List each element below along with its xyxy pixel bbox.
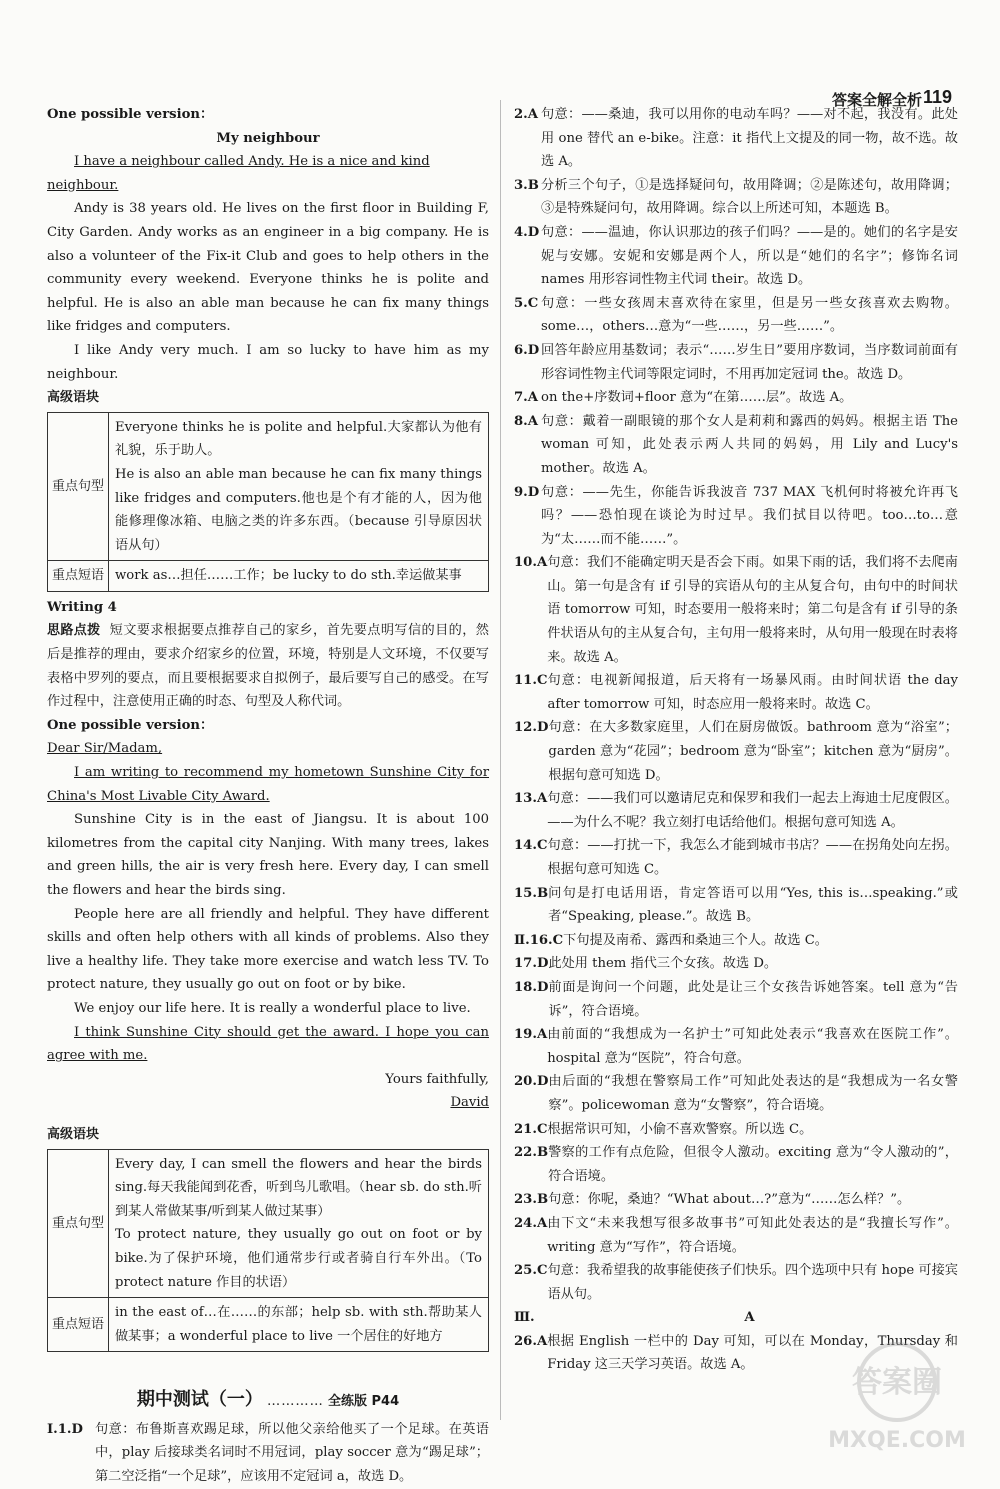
- watermark-logo: [812, 1337, 982, 1457]
- answer-number: 13.A: [514, 791, 548, 807]
- answer-text: 警察的工作有点危险，但很令人激动。exciting 意为“令人激动的”，符合语境。: [548, 1145, 958, 1184]
- essay-title: My neighbour: [216, 130, 320, 146]
- answer-number: 11.C: [514, 673, 548, 689]
- answer-text: 句意：——打扰一下，我怎么才能到城市书店？——在拐角处向左拐。根据句意可知选 C。: [547, 838, 958, 877]
- answer-item: [514, 669, 958, 716]
- answer-number: Ⅱ.16.C: [514, 932, 564, 948]
- answer-number: 17.D: [514, 956, 549, 972]
- letter-signature: David: [450, 1095, 489, 1111]
- answer-item: [514, 1212, 958, 1259]
- answer-text: 下句提及南希、露西和桑迪三个人。故选 C。: [563, 932, 828, 948]
- answer-item: [514, 929, 958, 953]
- left-column: [47, 103, 489, 1489]
- essay-paragraph: I like Andy very much. I am so lucky to have him as my neighbour.: [47, 342, 489, 382]
- answer-item: [514, 292, 958, 339]
- answer-number: 26.A: [514, 1333, 548, 1349]
- answer-number: 15.B: [514, 885, 549, 901]
- answer-item: [514, 1141, 958, 1188]
- answer-text: 句意：戴着一副眼镜的那个女人是莉莉和露西的妈妈。根据主语 The woman 可知，此处表示两人共同的妈妈，用 Lily and Lucy's mother。故选 A。: [541, 413, 958, 476]
- answer-text: 句意：你呢，桑迪？“What about…?”意为“……怎么样？”。: [548, 1192, 911, 1208]
- answer-number: 8.A: [514, 413, 538, 429]
- answer-item: [47, 1418, 489, 1489]
- watermark-text: 答案圈: [852, 1365, 942, 1400]
- answer-text: 句意：一些女孩周末喜欢待在家里，但是另一些女孩喜欢去购物。some…，others…意为“一些……，另一些……”。: [541, 295, 958, 335]
- answer-text: 句意：我们不能确定明天是否会下雨。如果下雨的话，我们将不去爬南山。第一句是含有 if 引导的宾语从句的主从复合句，由句中的时间状语 tomorrow 可知，时态要用一般将来时；第二句是含有 if 引导的条件状语从句的主从复合句，主句用一般将来时，从句用一般现在时表将来。故选 A。: [547, 555, 958, 665]
- tip-label: 思路点拨: [47, 623, 101, 639]
- header-title: 答案全解全析: [831, 91, 922, 109]
- answer-number: 7.A: [514, 390, 538, 406]
- answer-number: 24.A: [514, 1215, 548, 1231]
- answer-number: 22.B: [514, 1145, 549, 1161]
- answer-number: 5.C: [514, 295, 539, 311]
- version-label: One possible version：: [47, 107, 214, 122]
- answer-text: 句意：电视新闻报道，后天将有一场暴风雨。由时间状语 the day after tomorrow 可知，时态应用一般将来时。故选 C。: [547, 673, 958, 712]
- right-column: [514, 103, 958, 1377]
- phrase-table: [47, 412, 489, 592]
- answer-item: [514, 1023, 958, 1070]
- answer-number: 20.D: [514, 1074, 549, 1090]
- answer-number: 9.D: [514, 484, 540, 500]
- edition-ref: 全练版 P44: [328, 1394, 400, 1410]
- key-sentence: Every day, I can smell the flowers and hear the birds sing.每天我能闻到花香，听到鸟儿歌唱。（hear sb. do sth.听到某人常做某事/听到某人做过某事）: [115, 1156, 482, 1219]
- answer-item: [514, 551, 958, 669]
- table-label: 重点短语: [48, 1298, 109, 1352]
- column-divider: [500, 100, 501, 1420]
- answer-item: [514, 787, 958, 834]
- essay-paragraph: I have a neighbour called Andy. He is a nice and kind neighbour.: [47, 154, 430, 193]
- answer-text: 由前面的“我想成为一名护士”可知此处表示“我喜欢在医院工作”。hospital 意为“医院”，符合句意。: [547, 1027, 958, 1066]
- answer-item: [514, 976, 958, 1023]
- answer-number: 4.D: [514, 224, 540, 240]
- letter-paragraph: Sunshine City is in the east of Jiangsu. It is about 100 kilometres from the capital city Nanjing. With many trees, lakes and green hills, the air is very fresh here. Every day, I can smell the flowers and hear the birds sing.: [47, 812, 489, 898]
- answer-text: 句意：——我们可以邀请尼克和保罗和我们一起去上海迪士尼度假区。——为什么不呢？我立刻打电话给他们。根据句意可知选 A。: [547, 791, 958, 830]
- answer-text: 回答年龄应用基数词；表示“……岁生日”要用序数词，当序数词前面有形容词性物主代词等限定词时，不用再加定冠词 the。故选 D。: [541, 342, 958, 382]
- key-phrase: in the east of…在……的东部；help sb. with sth.帮助某人做某事；a wonderful place to live 一个居住的好地方: [115, 1305, 482, 1344]
- tip-text: 短文要求根据要点推荐自己的家乡，首先要点明写信的目的，然后是推荐的理由，要求介绍家乡的位置，环境，特别是人文环境，不仅要写表格中罗列的要点，而且要根据要求自拟例子，最后要写自己的感受。在写作过程中，注意使用正确的时态、句型及人称代词。: [47, 623, 489, 710]
- answer-text: 分析三个句子，①是选择疑问句，故用降调；②是陈述句，故用降调；③是特殊疑问句，故用降调。综合以上所述可知，本题选 B。: [541, 177, 958, 217]
- answer-item: [514, 1070, 958, 1117]
- answer-text: 句意：——先生，你能告诉我波音 737 MAX 飞机何时将被允许再飞吗？——恐怕现在谈论为时过早。我们拭目以待吧。too…to…意为“太……而不能……”。: [541, 484, 958, 547]
- answer-text: 根据 English 一栏中的 Day 可知，可以在 Monday，Thursday 和 Friday 这三天学习英语。故选 A。: [547, 1333, 958, 1373]
- answer-text: 句意：在大多数家庭里，人们在厨房做饭。bathroom 意为“浴室”；garden 意为“花园”；bedroom 意为“卧室”；kitchen 意为“厨房”。根据句意可知选 D。: [548, 720, 958, 783]
- answer-text: 句意：布鲁斯喜欢踢足球，所以他父亲给他买了一个足球。在英语中，play 后接球类名词时不用冠词，play soccer 意为“踢足球”；第二空泛指“一个足球”，应该用不定冠词 a，故选 D。: [95, 1421, 489, 1485]
- answer-number: Ⅲ.: [514, 1310, 535, 1326]
- answer-item: [514, 103, 958, 174]
- writing-title: Writing 4: [47, 599, 117, 615]
- table-label: 重点短语: [48, 561, 109, 592]
- page-number: 119: [922, 87, 952, 107]
- answer-item: [514, 834, 958, 881]
- midterm-heading: [47, 1388, 489, 1414]
- answer-text: 根据常识可知，小偷不喜欢警察。所以选 C。: [547, 1121, 813, 1137]
- answer-text: 句意：我希望我的故事能使孩子们快乐。四个选项中只有 hope 可接宾语从句。: [547, 1263, 958, 1302]
- letter-paragraph: I think Sunshine City should get the award. I hope you can agree with me.: [47, 1024, 489, 1064]
- answer-item: [514, 481, 958, 552]
- letter-paragraph: People here are all friendly and helpful. They have different skills and often help others with all kinds of problems. Also they live a healthy life. They take more exercise and watch less TV. To protect nature, they usually go out on foot or by bike.: [47, 906, 489, 993]
- answer-item: [514, 174, 958, 221]
- leader-dots: …………: [267, 1394, 324, 1410]
- answer-item: [514, 1188, 958, 1212]
- answer-text: 前面是询问一个问题，此处是让三个女孩告诉她答案。tell 意为“告诉”，符合语境。: [548, 979, 958, 1019]
- answer-number: 23.B: [514, 1192, 549, 1208]
- letter-closing: Yours faithfully,: [385, 1071, 489, 1087]
- answer-text: on the+序数词+floor 意为“在第……层”。故选 A。: [541, 390, 853, 406]
- answer-text: A: [744, 1310, 755, 1326]
- answer-text: 此处用 them 指代三个女孩。故选 D。: [548, 956, 778, 972]
- answer-item: [514, 221, 958, 292]
- answer-number: 2.A: [514, 107, 538, 122]
- answer-number: 10.A: [514, 555, 548, 571]
- answer-item: [514, 716, 958, 787]
- answer-text: 句意：——桑迪，我可以用你的电动车吗？——对不起，我没有。此处用 one 替代 an e-bike。注意：it 指代上文提及的同一物，故不选。故选 A。: [541, 107, 958, 170]
- key-sentence: Everyone thinks he is polite and helpful.大家都认为他有礼貌，乐于助人。: [115, 419, 482, 459]
- answer-item: [514, 1306, 958, 1330]
- key-sentence: To protect nature, they usually go out on foot or by bike.为了保护环境，他们通常步行或者骑自行车外出。（To protect nature 作目的状语）: [115, 1227, 482, 1290]
- answer-text: 句意：——温迪，你认识那边的孩子们吗？——是的。她们的名字是安妮与安娜。安妮和安娜是两个人，所以是“她们的名字”；修饰名词 names 用形容词性物主代词 their。故选 D。: [541, 224, 958, 288]
- answer-text: 由下文“未来我想写很多故事书”可知此处表达的是“我擅长写作”。writing 意为“写作”，符合语境。: [547, 1215, 958, 1255]
- answer-item: [514, 410, 958, 481]
- answer-text: 由后面的“我想在警察局工作”可知此处表达的是“我想成为一名女警察”。policewoman 意为“女警察”，符合语境。: [548, 1074, 958, 1113]
- answer-number: 18.D: [514, 979, 549, 995]
- letter-greeting: Dear Sir/Madam,: [47, 741, 163, 757]
- answer-text: 问句是打电话用语，肯定答语可以用“Yes, this is…speaking.”或者“Speaking, please.”。故选 B。: [548, 885, 958, 925]
- answer-number: 19.A: [514, 1027, 548, 1043]
- key-sentence: He is also an able man because he can fix many things like fridges and computers.他也是个有才能的人，因为他能修理像冰箱、电脑之类的许多东西。（because 引导原因状语从句）: [115, 466, 482, 553]
- watermark-url: MXQE.COM: [828, 1428, 966, 1453]
- letter-paragraph: I am writing to recommend my hometown Sunshine City for China's Most Livable City Award.: [47, 765, 489, 804]
- writing-tip: [47, 619, 489, 713]
- table-label: 重点句型: [48, 1149, 109, 1298]
- letter-paragraph: We enjoy our life here. It is really a wonderful place to live.: [74, 1000, 471, 1016]
- advanced-phrases-heading: 高级语块: [47, 390, 100, 406]
- answer-number: Ⅰ.1.D: [47, 1421, 83, 1437]
- answer-item: [514, 952, 958, 976]
- answer-number: 12.D: [514, 720, 549, 736]
- answer-number: 3.B: [514, 177, 539, 193]
- answer-number: 21.C: [514, 1121, 548, 1137]
- midterm-title: 期中测试（一）: [136, 1389, 263, 1411]
- answer-item: [514, 339, 958, 386]
- phrase-table: [47, 1149, 489, 1353]
- table-label: 重点句型: [48, 412, 109, 561]
- answer-item: [514, 1259, 958, 1306]
- answer-number: 25.C: [514, 1263, 548, 1279]
- key-phrase: work as…担任……工作；be lucky to do sth.幸运做某事: [115, 568, 462, 584]
- answer-number: 6.D: [514, 342, 540, 358]
- answer-number: 14.C: [514, 838, 548, 854]
- answer-item: [514, 1118, 958, 1142]
- essay-paragraph: Andy is 38 years old. He lives on the first floor in Building F, City Garden. Andy works as an engineer in a big company. He is also a volunteer of the Fix-it Club and goes to help others in the community every weekend. Everyone thinks he is polite and helpful. He is also an able man because he can fix many things like fridges and computers.: [47, 201, 489, 335]
- version-label: One possible version：: [47, 717, 214, 733]
- answer-item: [514, 386, 958, 410]
- answer-item: [514, 882, 958, 929]
- advanced-phrases-heading: 高级语块: [47, 1126, 100, 1142]
